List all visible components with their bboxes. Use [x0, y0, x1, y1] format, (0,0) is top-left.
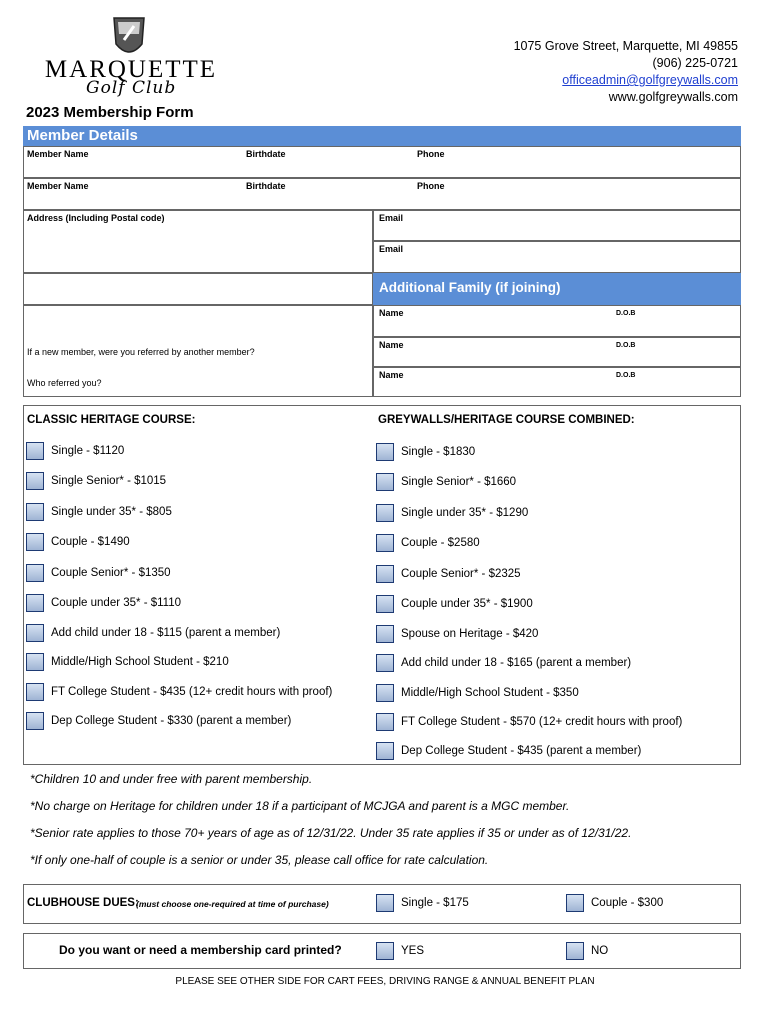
classic-option-7[interactable]: Middle/High School Student - $210 — [26, 651, 229, 673]
who-referred-label: Who referred you? — [27, 378, 102, 388]
combined-option-5[interactable]: Couple under 35* - $1900 — [376, 593, 533, 615]
classic-option-4[interactable]: Couple Senior* - $1350 — [26, 562, 171, 584]
phone-label: Phone — [417, 149, 445, 159]
checkbox[interactable] — [376, 742, 394, 760]
address-field[interactable] — [23, 210, 373, 273]
note-senior: *Senior rate applies to those 70+ years of age as of 12/31/22. Under 35 rate applies if 35 or under as of 12/31/22. — [30, 826, 632, 840]
family-dob-label: D.O.B — [616, 310, 636, 317]
family-name-label: Name — [379, 370, 404, 380]
card-question: Do you want or need a membership card printed? — [59, 943, 342, 957]
combined-option-0[interactable]: Single - $1830 — [376, 441, 475, 463]
member-details-header: Member Details — [23, 126, 741, 146]
classic-option-0[interactable]: Single - $1120 — [26, 440, 124, 462]
combined-option-3[interactable]: Couple - $2580 — [376, 532, 480, 554]
checkbox[interactable] — [26, 503, 44, 521]
checkbox[interactable] — [376, 894, 394, 912]
checkbox[interactable] — [566, 894, 584, 912]
checkbox[interactable] — [376, 504, 394, 522]
member-name-label: Member Name — [27, 149, 89, 159]
classic-option-2[interactable]: Single under 35* - $805 — [26, 501, 172, 523]
referral-field[interactable] — [23, 305, 373, 397]
classic-option-6[interactable]: Add child under 18 - $115 (parent a member) — [26, 622, 280, 644]
note-children: *Children 10 and under free with parent membership. — [30, 772, 313, 786]
website-text: www.golfgreywalls.com — [608, 90, 738, 104]
family-name-label: Name — [379, 340, 404, 350]
checkbox[interactable] — [376, 942, 394, 960]
combined-option-8[interactable]: Middle/High School Student - $350 — [376, 682, 579, 704]
family-row-2[interactable] — [373, 337, 741, 367]
combined-option-6[interactable]: Spouse on Heritage - $420 — [376, 623, 538, 645]
combined-option-4[interactable]: Couple Senior* - $2325 — [376, 563, 521, 585]
checkbox[interactable] — [376, 565, 394, 583]
member-name-label: Member Name — [27, 181, 89, 191]
combined-heading: GREYWALLS/HERITAGE COURSE COMBINED: — [378, 414, 635, 426]
classic-option-1[interactable]: Single Senior* - $1015 — [26, 470, 166, 492]
contact-block — [514, 38, 738, 106]
email-field-2[interactable] — [373, 241, 741, 273]
combined-option-9[interactable]: FT College Student - $570 (12+ credit hours with proof) — [376, 711, 682, 733]
clubhouse-couple-option[interactable]: Couple - $300 — [566, 892, 663, 914]
classic-option-3[interactable]: Couple - $1490 — [26, 531, 130, 553]
family-dob-label: D.O.B — [616, 342, 636, 349]
email-link[interactable]: officeadmin@golfgreywalls.com — [562, 73, 738, 87]
combined-option-10[interactable]: Dep College Student - $435 (parent a member) — [376, 740, 641, 762]
form-title: 2023 Membership Form — [26, 104, 194, 121]
family-name-label: Name — [379, 308, 404, 318]
combined-option-1[interactable]: Single Senior* - $1660 — [376, 471, 516, 493]
checkbox[interactable] — [376, 443, 394, 461]
checkbox[interactable] — [566, 942, 584, 960]
logo-script: Golf Club — [86, 78, 177, 98]
phone-label: Phone — [417, 181, 445, 191]
family-dob-label: D.O.B — [616, 372, 636, 379]
clubhouse-note: (must choose one-required at time of purchase) — [136, 899, 329, 909]
note-heritage: *No charge on Heritage for children under 18 if a participant of MCJGA and parent is a MGC member. — [30, 799, 570, 813]
checkbox[interactable] — [376, 534, 394, 552]
classic-heading: CLASSIC HERITAGE COURSE: — [27, 414, 196, 426]
birthdate-label: Birthdate — [246, 181, 286, 191]
referral-question: If a new member, were you referred by another member? — [27, 347, 255, 357]
family-row-3[interactable] — [373, 367, 741, 397]
checkbox[interactable] — [26, 472, 44, 490]
classic-option-8[interactable]: FT College Student - $435 (12+ credit hours with proof) — [26, 681, 332, 703]
member-row-1[interactable] — [23, 146, 741, 178]
checkbox[interactable] — [376, 684, 394, 702]
classic-option-5[interactable]: Couple under 35* - $1110 — [26, 592, 181, 614]
birthdate-label: Birthdate — [246, 149, 286, 159]
card-yes-option[interactable]: YES — [376, 940, 424, 962]
checkbox[interactable] — [376, 625, 394, 643]
checkbox[interactable] — [26, 442, 44, 460]
club-logo — [26, 16, 236, 96]
clubhouse-single-option[interactable]: Single - $175 — [376, 892, 469, 914]
combined-option-2[interactable]: Single under 35* - $1290 — [376, 502, 528, 524]
family-row-1[interactable] — [373, 305, 741, 337]
member-row-2[interactable] — [23, 178, 741, 210]
checkbox[interactable] — [26, 624, 44, 642]
email-field-1[interactable] — [373, 210, 741, 241]
logo-name: MARQUETTE — [44, 56, 218, 83]
checkbox[interactable] — [376, 473, 394, 491]
email-label: Email — [379, 213, 404, 223]
card-no-option[interactable]: NO — [566, 940, 608, 962]
checkbox[interactable] — [26, 653, 44, 671]
checkbox[interactable] — [26, 533, 44, 551]
checkbox[interactable] — [26, 712, 44, 730]
footer-note: PLEASE SEE OTHER SIDE FOR CART FEES, DRIVING RANGE & ANNUAL BENEFIT PLAN — [175, 976, 595, 987]
clubhouse-label: CLUBHOUSE DUES: — [27, 897, 139, 909]
checkbox[interactable] — [376, 713, 394, 731]
checkbox[interactable] — [26, 564, 44, 582]
checkbox[interactable] — [26, 683, 44, 701]
address-label: Address (Including Postal code) — [27, 213, 165, 223]
checkbox[interactable] — [376, 595, 394, 613]
classic-option-9[interactable]: Dep College Student - $330 (parent a member) — [26, 710, 291, 732]
email-label: Email — [379, 244, 404, 254]
checkbox[interactable] — [26, 594, 44, 612]
blank-field[interactable] — [23, 273, 373, 305]
phone-text: (906) 225-0721 — [652, 56, 738, 70]
additional-family-header: Additional Family (if joining) — [373, 273, 741, 305]
address-text: 1075 Grove Street, Marquette, MI 49855 — [513, 39, 738, 53]
note-couple: *If only one-half of couple is a senior or under 35, please call office for rate calculation. — [30, 853, 489, 867]
combined-option-7[interactable]: Add child under 18 - $165 (parent a member) — [376, 652, 631, 674]
checkbox[interactable] — [376, 654, 394, 672]
